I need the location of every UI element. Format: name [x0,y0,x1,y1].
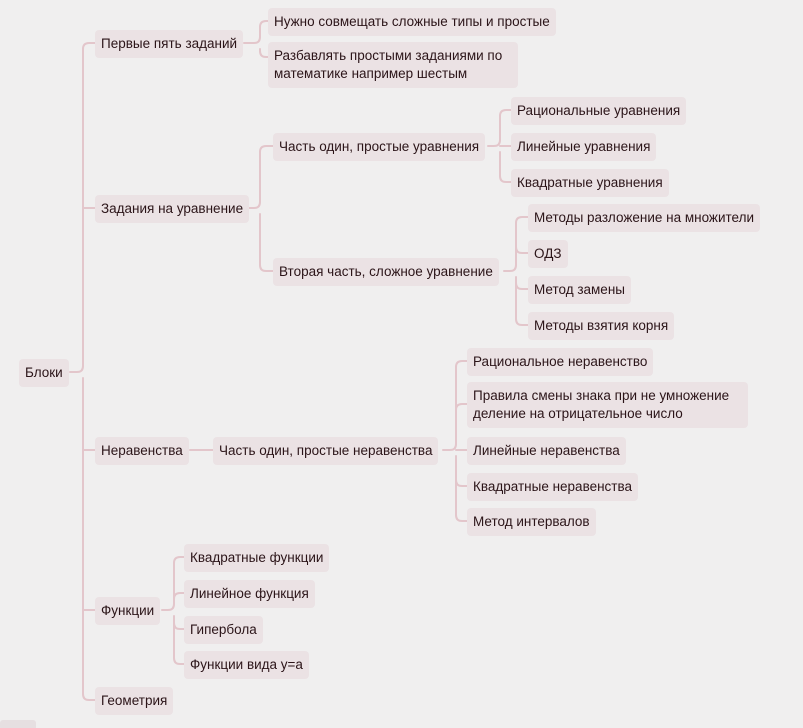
connector-equations [247,146,273,271]
connector-first-five [244,21,268,57]
equations-part-two[interactable]: Вторая часть, сложное уравнение [273,258,499,286]
connector-functions [162,557,184,664]
connector-ineq-part1 [443,361,467,521]
equation-method-item[interactable]: Метод замены [528,276,631,304]
equation-type-item[interactable]: Линейные уравнения [511,133,656,161]
first-five-item[interactable]: Нужно совмещать сложные типы и простые [268,8,556,36]
equation-method-item[interactable]: ОДЗ [528,240,568,268]
branch-first-five-tasks[interactable]: Первые пять заданий [95,30,243,58]
inequality-item[interactable]: Линейные неравенства [467,437,626,465]
equation-method-item[interactable]: Методы разложение на множители [528,204,760,232]
first-five-item[interactable]: Разбавлять простыми заданиями по математике например шестым [268,42,518,88]
equations-part-one[interactable]: Часть один, простые уравнения [273,133,485,161]
root-node[interactable]: Блоки [19,359,69,387]
offscreen-node-fragment [0,720,36,728]
equation-method-item[interactable]: Методы взятия корня [528,312,674,340]
branch-functions[interactable]: Функции [95,597,160,625]
branch-inequalities[interactable]: Неравенства [95,437,189,465]
connector-root-bottom [83,378,95,700]
connector-eq-part1 [488,110,511,182]
inequality-item[interactable]: Метод интервалов [467,508,596,536]
branch-equations[interactable]: Задания на уравнение [95,195,249,223]
branch-geometry[interactable]: Геометрия [95,687,173,715]
inequality-item[interactable]: Правила смены знака при не умножение деление на отрицательное число [467,382,748,428]
function-item[interactable]: Функции вида y=a [184,651,309,679]
equation-type-item[interactable]: Рациональные уравнения [511,97,686,125]
inequalities-part-one[interactable]: Часть один, простые неравенства [213,437,438,465]
function-item[interactable]: Квадратные функции [184,544,329,572]
function-item[interactable]: Линейное функция [184,580,315,608]
connector-eq-part2 [504,217,528,325]
inequality-item[interactable]: Квадратные неравенства [467,473,638,501]
equation-type-item[interactable]: Квадратные уравнения [511,169,669,197]
function-item[interactable]: Гипербола [184,616,263,644]
inequality-item[interactable]: Рациональное неравенство [467,348,653,376]
